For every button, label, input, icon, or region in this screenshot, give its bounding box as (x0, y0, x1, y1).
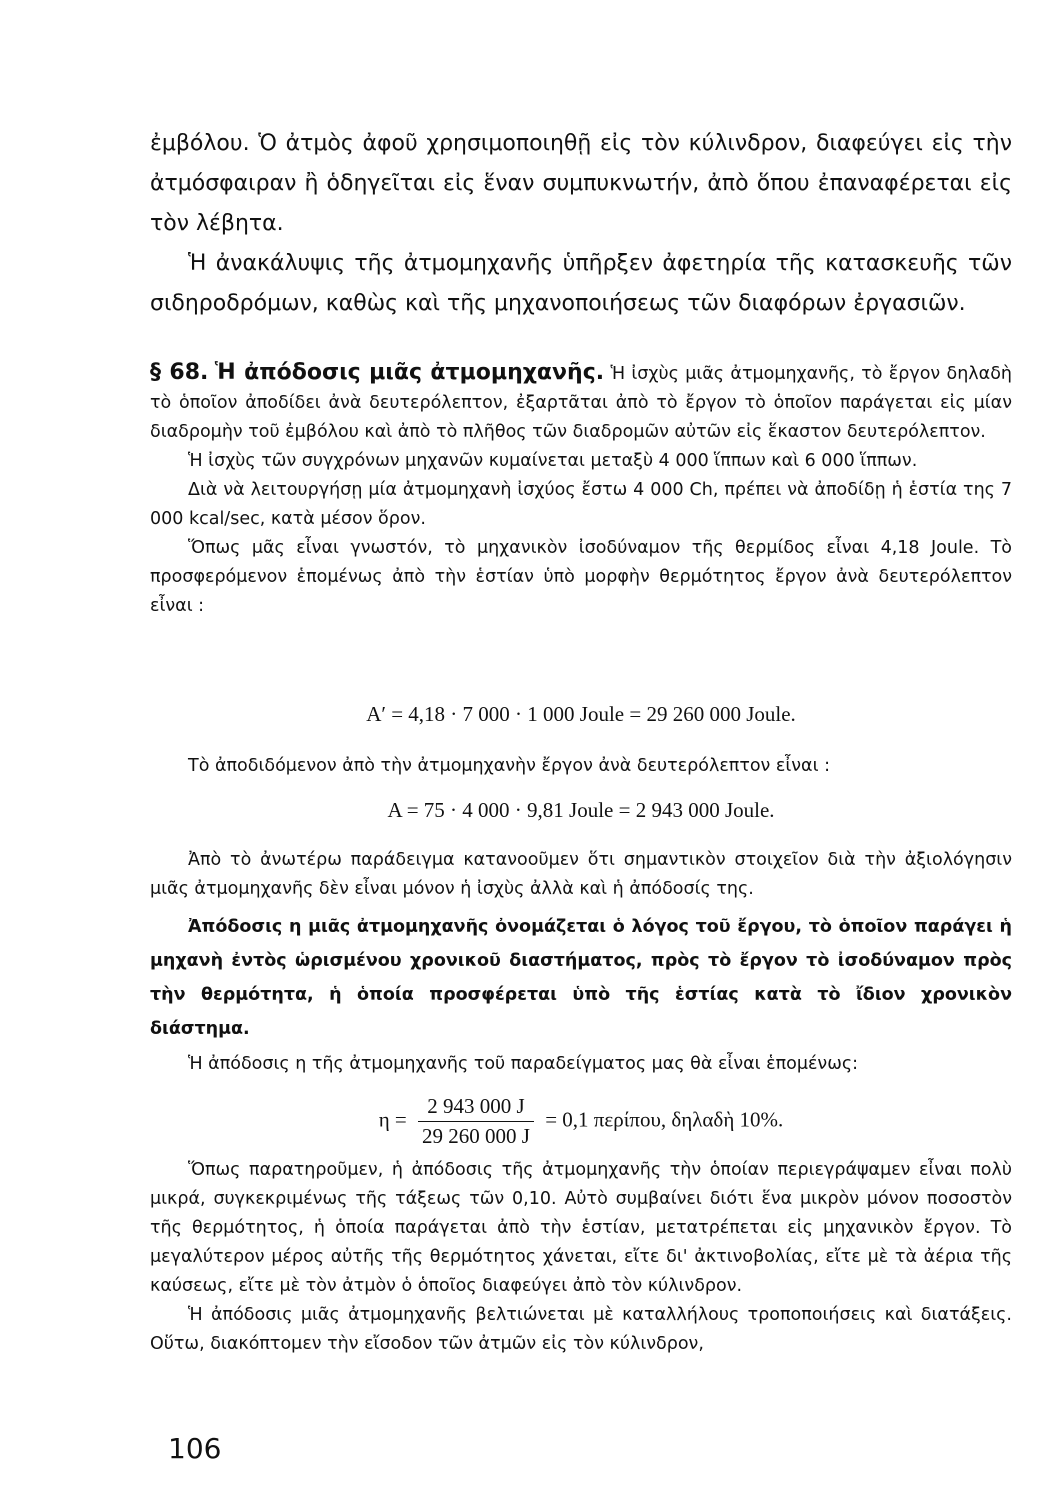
text-block-top (150, 124, 1012, 324)
fraction-denominator: 29 260 000 J (422, 1124, 530, 1148)
paragraph-efficiency-definition: Ἀπόδοσις η μιᾶς ἀτμομηχανῆς ὀνομάζεται ὁ λόγος τοῦ ἔργου, τὸ ὁποῖον παράγει ἡ μηχανὴ ἐντὸς ὡρισμένου χρονικοῦ διαστήματος, πρὸς τὸ ἔργον τὸ ἰσοδύναμον πρὸς τὴν θερμότητα, ἡ ὁποία προσφέρεται ὑπὸ τῆς ἑστίας κατὰ τὸ ἴδιον χρονικὸν διάστημα. (150, 917, 1012, 1039)
efficiency-fraction (418, 1094, 534, 1149)
paragraph-mechanical-equivalent: Ὅπως μᾶς εἶναι γνωστόν, τὸ μηχανικὸν ἰσοδύναμον τῆς θερμίδος εἶναι 4,18 Joule. Τὸ προσφερόμενον ἑπομένως ἀπὸ τὴν ἑστίαν ὑπὸ μορφὴν θερμότητος ἔργον ἀνὰ δευτερόλεπτον εἶναι : (150, 538, 1012, 616)
paragraph-hearth: Διὰ νὰ λειτουργήσῃ μία ἀτμομηχανὴ ἰσχύος ἔστω 4 000 Ch, πρέπει νὰ ἀποδίδῃ ἡ ἑστία της 7 000 kcal/sec, κατὰ μέσον ὅρον. (150, 480, 1012, 529)
paragraph-improvement: Ἡ ἀπόδοσις μιᾶς ἀτμομηχανῆς βελτιώνεται μὲ καταλλήλους τροποποιήσεις καὶ διατάξεις. Οὕτω, διακόπτομεν τὴν εἴσοδον τῶν ἀτμῶν εἰς τὸν κύλινδρον, (150, 1305, 1012, 1354)
paragraph-example: Ἀπὸ τὸ ἀνωτέρω παράδειγμα κατανοοῦμεν ὅτι σημαντικὸν στοιχεῖον διὰ τὴν ἀξιολόγησιν μιᾶς ἀτμομηχανῆς δὲν εἶναι μόνον ἡ ἰσχὺς ἀλλὰ καὶ ἡ ἀπόδοσίς της. (150, 850, 1012, 899)
text-block-example (150, 846, 1012, 904)
fraction-numerator: 2 943 000 J (418, 1094, 534, 1122)
paragraph-power: Ἡ ἰσχὺς μιᾶς ἀτμομηχανῆς, τὸ ἔργον δηλαδὴ τὸ ὁποῖον ἀποδίδει ἀνὰ δευτερόλεπτον, ἐξαρτᾶται ἀπὸ τὸ ἔργον τὸ ὁποῖον παράγεται εἰς μίαν διαδρομὴν τοῦ ἐμβόλου καὶ ἀπὸ τὸ πλῆθος τῶν διαδρομῶν αὐτῶν εἰς ἕκαστον δευτερόλεπτον. (150, 364, 1012, 442)
page-number: 106 (168, 1432, 222, 1465)
paragraph-intro: ἐμβόλου. Ὁ ἀτμὸς ἀφοῦ χρησιμοποιηθῇ εἰς τὸν κύλινδρον, διαφεύγει εἰς τὴν ἀτμόσφαιραν ἢ ὁδηγεῖται εἰς ἕναν συμπυκνωτήν, ἀπὸ ὅπου ἐπαναφέρεται εἰς τὸν λέβητα. (150, 131, 1012, 236)
equation-work-output: A = 75 · 4 000 · 9,81 Joule = 2 943 000 Joule. (387, 798, 775, 822)
paragraph-output-work: Τὸ ἀποδιδόμενον ἀπὸ τὴν ἀτμομηχανὴν ἔργον ἀνὰ δευτερόλεπτον εἶναι : (188, 756, 830, 776)
eq3-lhs: η = (378, 1107, 407, 1132)
paragraph-efficiency-example: Ἡ ἀπόδοσις η τῆς ἀτμομηχανῆς τοῦ παραδείγματος μας θὰ εἶναι ἑπομένως: (188, 1054, 859, 1074)
equation-work-supplied: A′ = 4,18 · 7 000 · 1 000 Joule = 29 260 000 Joule. (366, 702, 796, 726)
definition-block (150, 910, 1012, 1046)
section-title: Ἡ ἀπόδοσις μιᾶς ἀτμομηχανῆς. (214, 360, 605, 385)
paragraph-power-range: Ἡ ἰσχὺς τῶν συγχρόνων μηχανῶν κυμαίνεται μεταξὺ 4 000 ἵππων καὶ 6 000 ἵππων. (188, 451, 918, 471)
equation-efficiency (150, 1094, 1012, 1149)
section-number: § 68. (150, 360, 209, 385)
paragraph-discovery: Ἡ ἀνακάλυψις τῆς ἀτμομηχανῆς ὑπῆρξεν ἀφετηρία τῆς κατασκευῆς τῶν σιδηροδρόμων, καθὼς καὶ τῆς μηχανοποιήσεως τῶν διαφόρων ἐργασιῶν. (150, 251, 1012, 316)
text-block-output (150, 752, 1012, 781)
section-68 (150, 358, 1012, 621)
eq3-rhs: = 0,1 περίπου, δηλαδὴ 10%. (545, 1107, 784, 1132)
text-block-efficiency (150, 1050, 1012, 1079)
text-block-conclusion (150, 1156, 1012, 1359)
paragraph-low-efficiency: Ὅπως παρατηροῦμεν, ἡ ἀπόδοσις τῆς ἀτμομηχανῆς τὴν ὁποίαν περιεγράψαμεν εἶναι πολὺ μικρά, συγκεκριμένως τῆς τάξεως τῶν 0,10. Αὐτὸ συμβαίνει διότι ἕνα μικρὸν μόνον ποσοστὸν τῆς θερμότητος, ἡ ὁποία παράγεται ἀπὸ τὴν ἑστίαν, μετατρέπεται εἰς μηχανικὸν ἔργον. Τὸ μεγαλύτερον μέρος αὐτῆς τῆς θερμότητος χάνεται, εἴτε δι' ἀκτινοβολίας, εἴτε μὲ τὰ ἀέρια τῆς καύσεως, εἴτε μὲ τὸν ἀτμὸν ὁ ὁποῖος διαφεύγει ἀπὸ τὸν κύλινδρον. (150, 1160, 1012, 1296)
